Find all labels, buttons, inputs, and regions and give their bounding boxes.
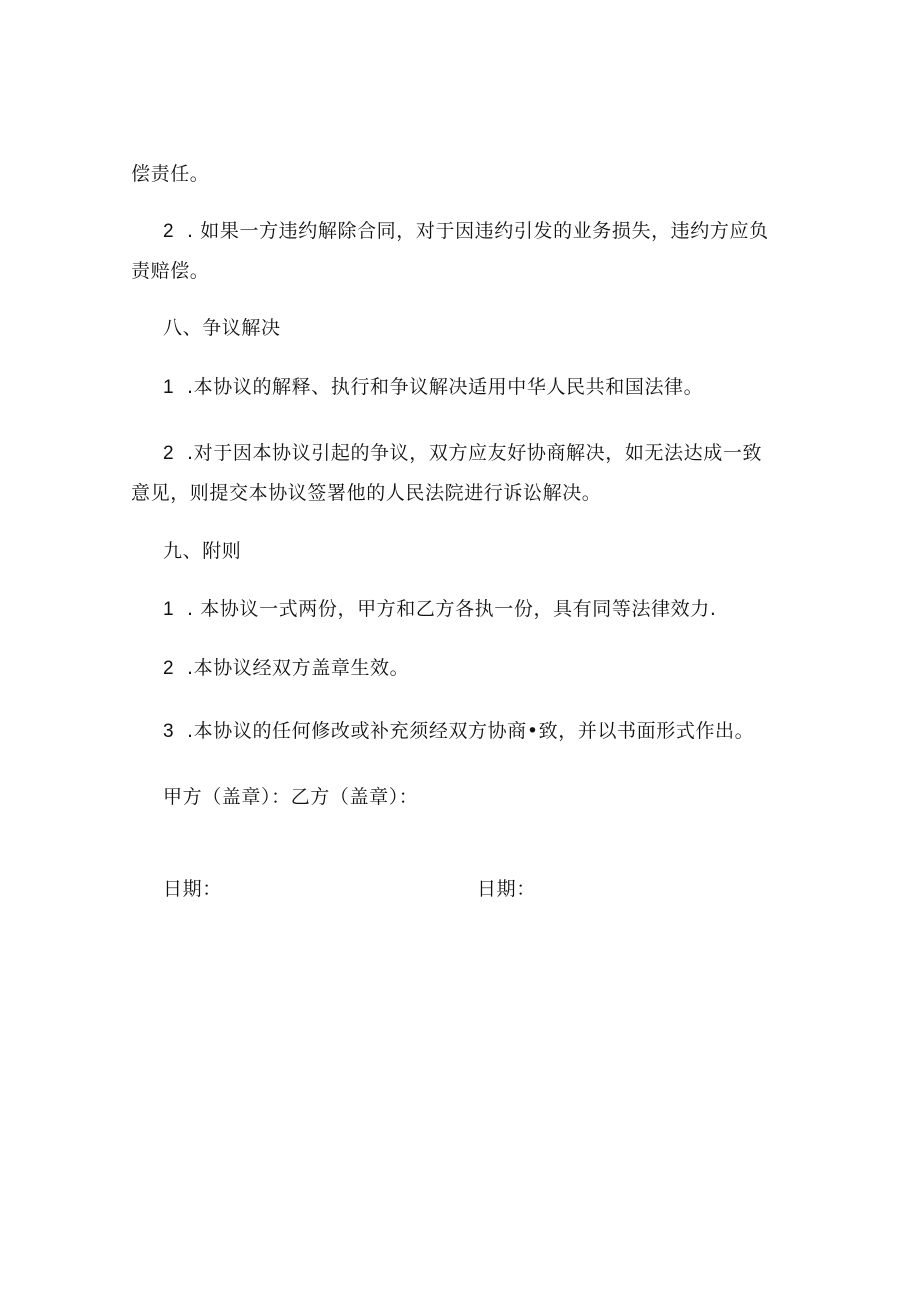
clause-text: . 如果一方违约解除合同，对于因违约引发的业务损失，违约方应负 <box>187 220 769 242</box>
clause-8-2-line1 <box>163 441 762 466</box>
date-label-left: 日期： <box>163 878 222 900</box>
clause-number: 2 <box>163 443 175 464</box>
clause-number: 1 <box>163 377 175 398</box>
clause-7-2-line1 <box>163 219 769 244</box>
clause-8-1 <box>163 375 703 400</box>
clause-text: .对于因本协议引起的争议，双方应友好协商解决，如无法达成一致 <box>187 442 763 464</box>
clause-text: .本协议经双方盖章生效。 <box>187 657 410 679</box>
clause-text: . 本协议一式两份，甲方和乙方各执一份，具有同等法律效力. <box>187 598 717 620</box>
paragraph-tail: 偿责任。 <box>131 163 210 185</box>
section-8-heading: 八、争议解决 <box>163 317 281 339</box>
clause-text: .本协议的任何修改或补充须经双方协商•致，并以书面形式作出。 <box>187 720 755 742</box>
signature-parties: 甲方（盖章）：乙方（盖章）： <box>163 786 419 808</box>
clause-number: 1 <box>163 599 175 620</box>
section-9-heading: 九、附则 <box>163 540 242 562</box>
clause-text: .本协议的解释、执行和争议解决适用中华人民共和国法律。 <box>187 376 704 398</box>
clause-9-2 <box>163 656 409 681</box>
clause-8-2-line2: 意见，则提交本协议签署他的人民法院进行诉讼解决。 <box>131 482 602 504</box>
date-label-right: 日期： <box>477 878 536 900</box>
clause-9-3 <box>163 719 754 744</box>
clause-number: 2 <box>163 658 175 679</box>
clause-7-2-line2: 责赔偿。 <box>131 260 210 282</box>
clause-9-1 <box>163 597 717 622</box>
clause-number: 3 <box>163 721 175 742</box>
clause-number: 2 <box>163 221 175 242</box>
